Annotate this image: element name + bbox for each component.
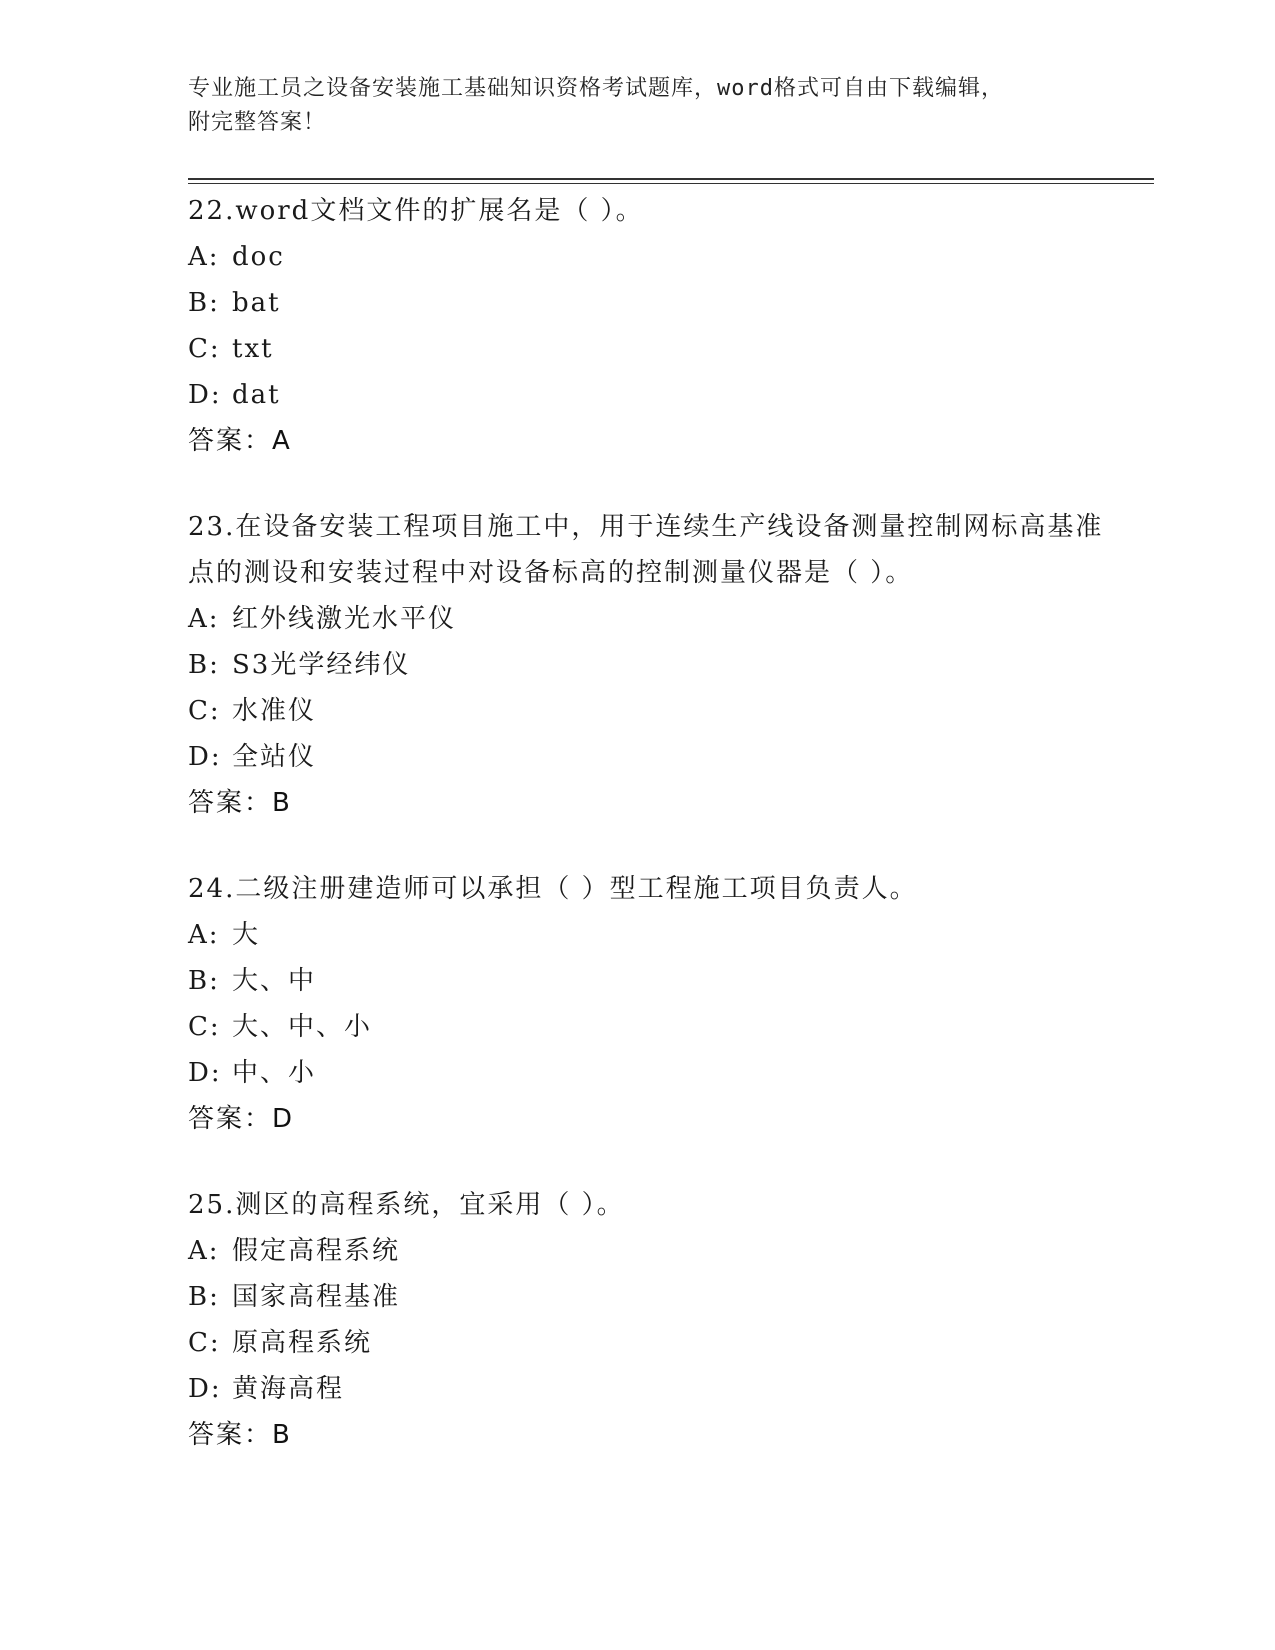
option-key: C: bbox=[188, 1012, 221, 1042]
option-d bbox=[188, 1050, 1118, 1096]
answer-line: 答案：B bbox=[188, 1420, 292, 1450]
option-text: 假定高程系统 bbox=[232, 1236, 401, 1266]
question-25 bbox=[188, 1182, 1118, 1458]
option-key: C: bbox=[188, 696, 221, 726]
document-header bbox=[188, 72, 1088, 140]
option-key: C: bbox=[188, 334, 221, 364]
option-key: D: bbox=[188, 742, 222, 772]
option-text: 黄海高程 bbox=[232, 1374, 345, 1404]
option-b bbox=[188, 280, 1118, 326]
option-key: B: bbox=[188, 288, 220, 318]
question-24 bbox=[188, 866, 1118, 1142]
answer-line: 答案：A bbox=[188, 426, 292, 456]
header-divider-thick bbox=[188, 178, 1154, 180]
question-stem: 24.二级注册建造师可以承担（ ）型工程施工项目负责人。 bbox=[188, 874, 918, 904]
option-c bbox=[188, 1004, 1118, 1050]
option-key: B: bbox=[188, 1282, 220, 1312]
question-stem: 23.在设备安装工程项目施工中，用于连续生产线设备测量控制网标高基准点的测设和安装过程中对设备标高的控制测量仪器是（ ）。 bbox=[188, 512, 1104, 588]
option-text: doc bbox=[232, 242, 285, 272]
header-line-1: 专业施工员之设备安装施工基础知识资格考试题库，word格式可自由下载编辑， bbox=[188, 76, 1004, 101]
answer-line: 答案：B bbox=[188, 788, 292, 818]
option-key: A: bbox=[188, 242, 220, 272]
option-text: 大、中、小 bbox=[232, 1012, 373, 1042]
option-key: B: bbox=[188, 966, 220, 996]
option-b bbox=[188, 958, 1118, 1004]
option-a bbox=[188, 596, 1118, 642]
option-d bbox=[188, 734, 1118, 780]
header-divider-thin bbox=[188, 183, 1154, 184]
option-text: txt bbox=[232, 334, 274, 364]
option-text: 大、中 bbox=[232, 966, 317, 996]
option-text: 全站仪 bbox=[232, 742, 317, 772]
option-c bbox=[188, 688, 1118, 734]
option-key: D: bbox=[188, 1374, 222, 1404]
question-stem: 22.word文档文件的扩展名是（ ）。 bbox=[188, 196, 644, 226]
option-text: 大 bbox=[232, 920, 261, 950]
option-a bbox=[188, 234, 1118, 280]
option-text: 国家高程基准 bbox=[232, 1282, 401, 1312]
option-key: D: bbox=[188, 380, 222, 410]
option-key: A: bbox=[188, 604, 220, 634]
option-text: S3光学经纬仪 bbox=[232, 650, 411, 680]
option-key: A: bbox=[188, 920, 220, 950]
option-b bbox=[188, 1274, 1118, 1320]
question-stem: 25.测区的高程系统，宜采用（ ）。 bbox=[188, 1190, 625, 1220]
option-key: A: bbox=[188, 1236, 220, 1266]
question-list bbox=[188, 188, 1118, 1498]
option-a bbox=[188, 1228, 1118, 1274]
option-text: 中、小 bbox=[232, 1058, 317, 1088]
option-a bbox=[188, 912, 1118, 958]
option-text: bat bbox=[232, 288, 281, 318]
option-text: 水准仪 bbox=[232, 696, 317, 726]
option-text: dat bbox=[232, 380, 281, 410]
option-c bbox=[188, 1320, 1118, 1366]
option-key: D: bbox=[188, 1058, 222, 1088]
option-d bbox=[188, 372, 1118, 418]
header-line-2: 附完整答案！ bbox=[188, 110, 327, 135]
option-text: 红外线激光水平仪 bbox=[232, 604, 457, 634]
option-text: 原高程系统 bbox=[232, 1328, 373, 1358]
option-d bbox=[188, 1366, 1118, 1412]
answer-line: 答案：D bbox=[188, 1104, 295, 1134]
question-23 bbox=[188, 504, 1118, 826]
option-key: C: bbox=[188, 1328, 221, 1358]
option-c bbox=[188, 326, 1118, 372]
option-key: B: bbox=[188, 650, 220, 680]
option-b bbox=[188, 642, 1118, 688]
question-22 bbox=[188, 188, 1118, 464]
